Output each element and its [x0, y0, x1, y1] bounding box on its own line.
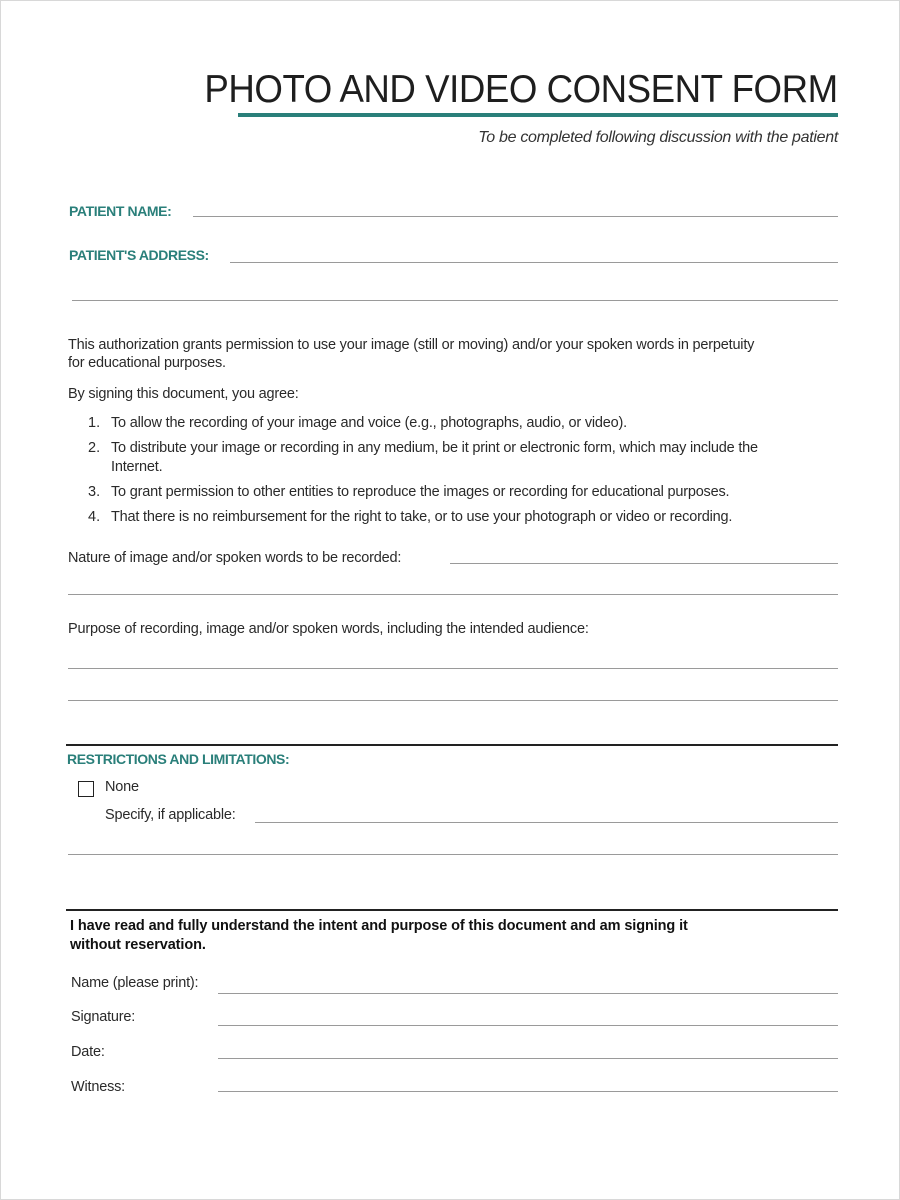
purpose-field-line2[interactable] [68, 700, 838, 701]
list-item-number: 4. [88, 509, 101, 525]
print-name-field[interactable] [218, 993, 838, 994]
section-divider [66, 909, 838, 911]
patient-address-label: PATIENT'S ADDRESS: [69, 247, 209, 263]
page-subtitle: To be completed following discussion with the patient [478, 129, 838, 146]
purpose-label: Purpose of recording, image and/or spoken words, including the intended audience: [68, 621, 589, 637]
restrictions-heading: RESTRICTIONS AND LIMITATIONS: [67, 751, 290, 767]
signing-statement-line1: I have read and fully understand the intent and purpose of this document and am signing it [70, 918, 688, 934]
page-title: PHOTO AND VIDEO CONSENT FORM [204, 68, 838, 111]
list-item: To distribute your image or recording in any medium, be it print or electronic form, which may include the [111, 440, 758, 456]
patient-name-label: PATIENT NAME: [69, 203, 172, 219]
signing-statement-line2: without reservation. [70, 937, 206, 953]
section-divider [66, 744, 838, 746]
list-item: To grant permission to other entities to reproduce the images or recording for educational purposes. [111, 484, 730, 500]
date-field[interactable] [218, 1058, 838, 1059]
authorization-text-line1: This authorization grants permission to use your image (still or moving) and/or your spoken words in perpetuity [68, 337, 755, 353]
purpose-field-line1[interactable] [68, 668, 838, 669]
specify-field[interactable] [255, 822, 838, 823]
patient-name-field[interactable] [193, 216, 838, 217]
list-item-number: 1. [88, 415, 101, 431]
witness-label: Witness: [71, 1079, 125, 1095]
list-item-number: 3. [88, 484, 101, 500]
list-item-number: 2. [88, 440, 101, 456]
specify-field-line2[interactable] [68, 854, 838, 855]
specify-label: Specify, if applicable: [105, 807, 236, 823]
authorization-text-line2: for educational purposes. [68, 355, 226, 371]
print-name-label: Name (please print): [71, 975, 199, 991]
nature-label: Nature of image and/or spoken words to be recorded: [68, 550, 402, 566]
list-item: To allow the recording of your image and voice (e.g., photographs, audio, or video). [111, 415, 627, 431]
list-item: That there is no reimbursement for the right to take, or to use your photograph or video or recording. [111, 509, 733, 525]
nature-field[interactable] [450, 563, 838, 564]
none-checkbox[interactable] [78, 781, 94, 797]
date-label: Date: [71, 1044, 105, 1060]
patient-address-field[interactable] [230, 262, 838, 263]
signature-field[interactable] [218, 1025, 838, 1026]
list-item-continuation: Internet. [111, 459, 163, 475]
none-label: None [105, 779, 139, 795]
witness-field[interactable] [218, 1091, 838, 1092]
nature-field-line2[interactable] [68, 594, 838, 595]
signature-label: Signature: [71, 1009, 136, 1025]
patient-address-field-line2[interactable] [72, 300, 838, 301]
title-underline [238, 113, 838, 117]
agree-intro: By signing this document, you agree: [68, 386, 299, 402]
